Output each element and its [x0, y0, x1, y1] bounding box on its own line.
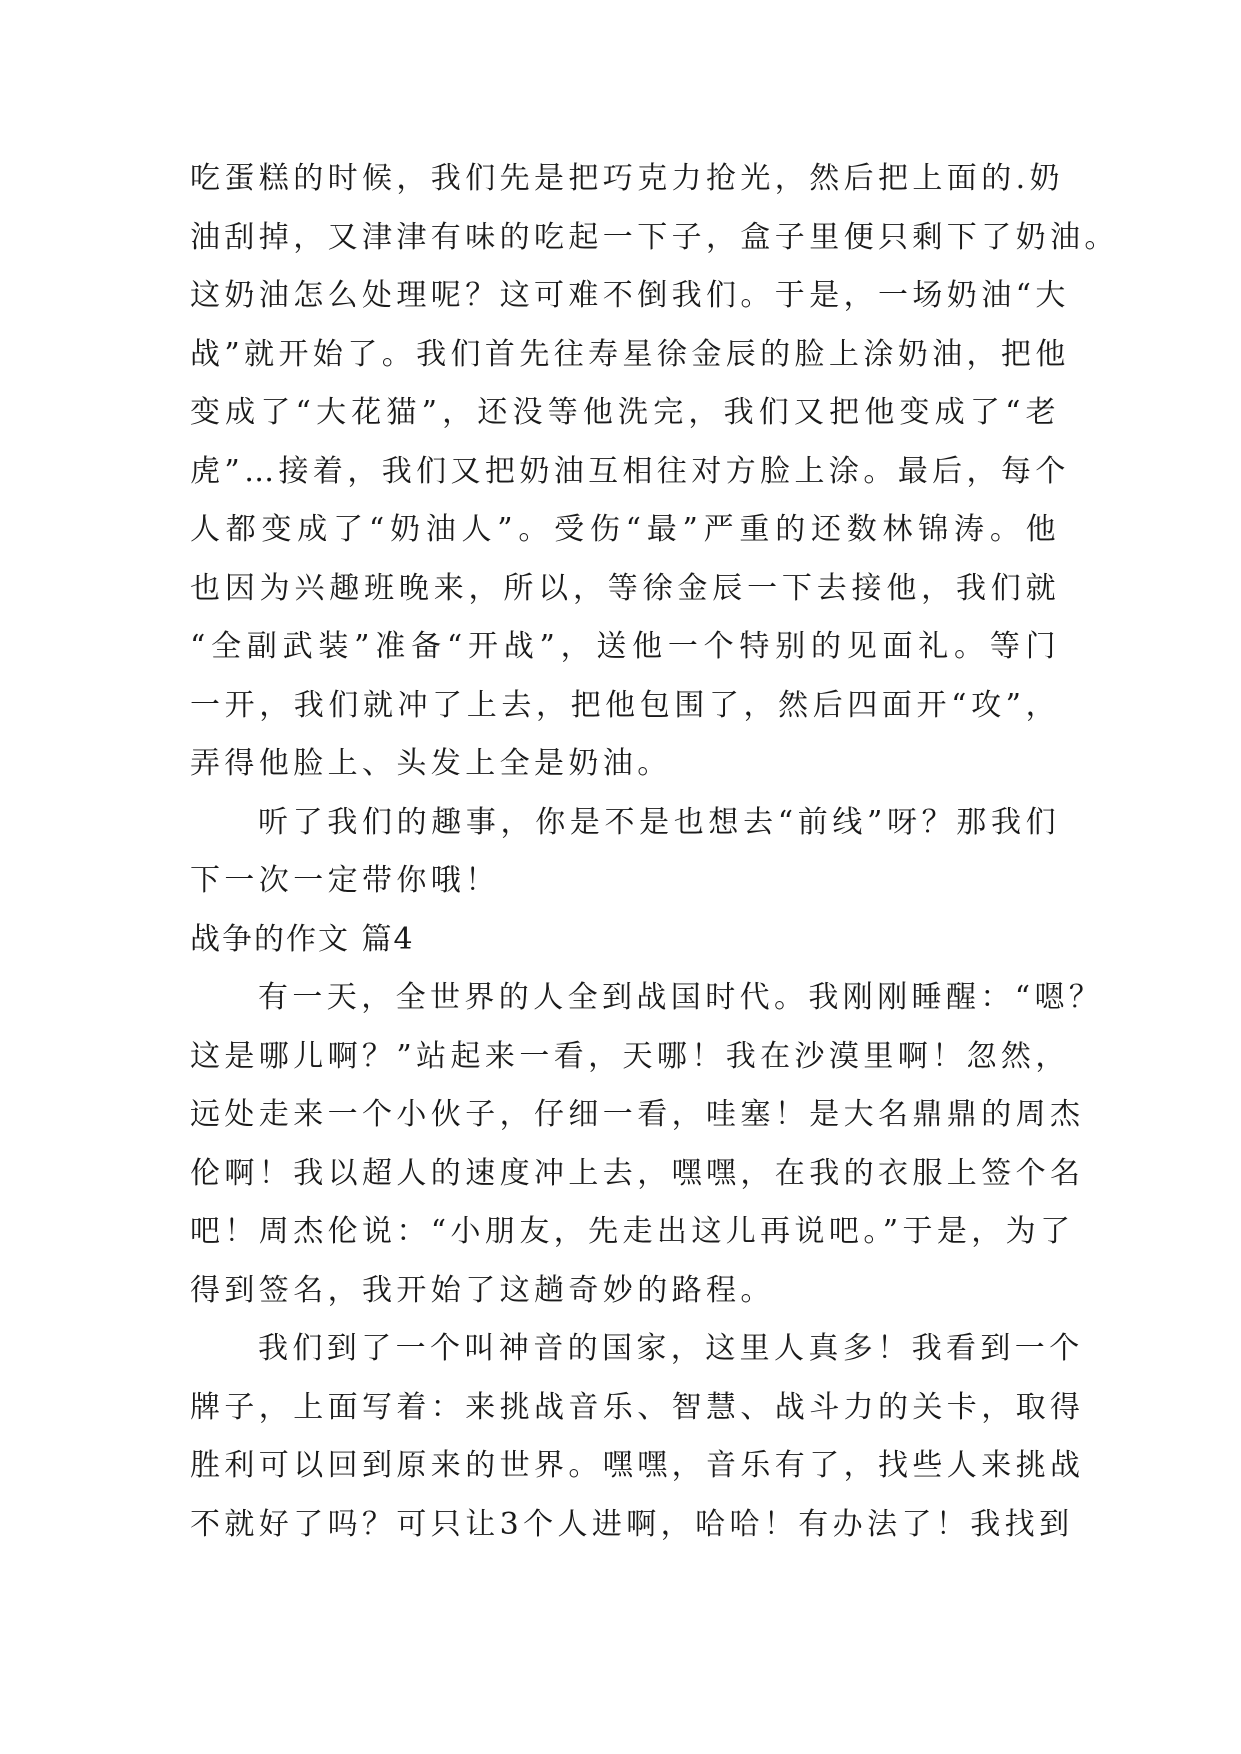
text-line: 这奶油怎么处理呢？这可难不倒我们。于是，一场奶油“大 [190, 278, 1070, 313]
document-body [190, 150, 1119, 1554]
text-line: 伦啊！我以超人的速度冲上去，嘿嘿，在我的衣服上签个名 [190, 1155, 1085, 1191]
text-line: 我们到了一个叫神音的国家，这里人真多！我看到一个 [258, 1331, 1084, 1366]
text-line: 吧！周杰伦说：“小朋友，先走出这儿再说吧。”于是，为了 [190, 1214, 1075, 1249]
paragraph-cake-fight [190, 150, 1119, 794]
text-line: 牌子，上面写着：来挑战音乐、智慧、战斗力的关卡，取得 [190, 1389, 1085, 1425]
text-line: 胜利可以回到原来的世界。嘿嘿，音乐有了，找些人来挑战 [190, 1448, 1085, 1483]
paragraph-invitation [190, 794, 1060, 911]
text-line: 战”就开始了。我们首先往寿星徐金辰的脸上涂奶油，把他 [190, 336, 1070, 372]
text-line: 得到签名，我开始了这趟奇妙的路程。 [190, 1272, 775, 1308]
text-line: 下一次一定带你哦！ [190, 863, 500, 898]
text-line: 弄得他脸上、头发上全是奶油。 [190, 746, 672, 781]
text-line: 也因为兴趣班晚来，所以，等徐金辰一下去接他，我们就 [190, 570, 1060, 606]
text-line: 虎”…接着，我们又把奶油互相往对方脸上涂。最后，每个 [190, 453, 1070, 489]
paragraph-warring-states [190, 969, 1104, 1320]
text-line: 变成了“大花猫”，还没等他洗完，我们又把他变成了“老 [190, 395, 1060, 430]
text-line: 远处走来一个小伙子，仔细一看，哇塞！是大名鼎鼎的周杰 [190, 1097, 1085, 1132]
text-line: 这是哪儿啊？”站起来一看，天哪！我在沙漠里啊！忽然， [190, 1038, 1070, 1074]
text-line: 人都变成了“奶油人”。受伤“最”严重的还数林锦涛。他 [190, 512, 1060, 547]
text-line: 一开，我们就冲了上去，把他包围了，然后四面开“攻”， [190, 687, 1060, 723]
text-line: “全副武装”准备“开战”，送他一个特别的见面礼。等门 [190, 629, 1060, 664]
text-line: 不就好了吗？可只让3个人进啊，哈哈！有办法了！我找到 [190, 1506, 1074, 1542]
text-line: 油刮掉，又津津有味的吃起一下子，盒子里便只剩下了奶油。 [190, 219, 1119, 255]
text-line: 听了我们的趣事，你是不是也想去“前线”呀？那我们 [258, 804, 1060, 840]
text-line: 有一天，全世界的人全到战国时代。我刚刚睡醒：“嗯？ [258, 980, 1104, 1015]
text-line: 吃蛋糕的时候，我们先是把巧克力抢光，然后把上面的.奶 [190, 161, 1064, 196]
section-heading: 战争的作文 篇4 [190, 921, 415, 957]
paragraph-shenyin-country [190, 1320, 1085, 1554]
